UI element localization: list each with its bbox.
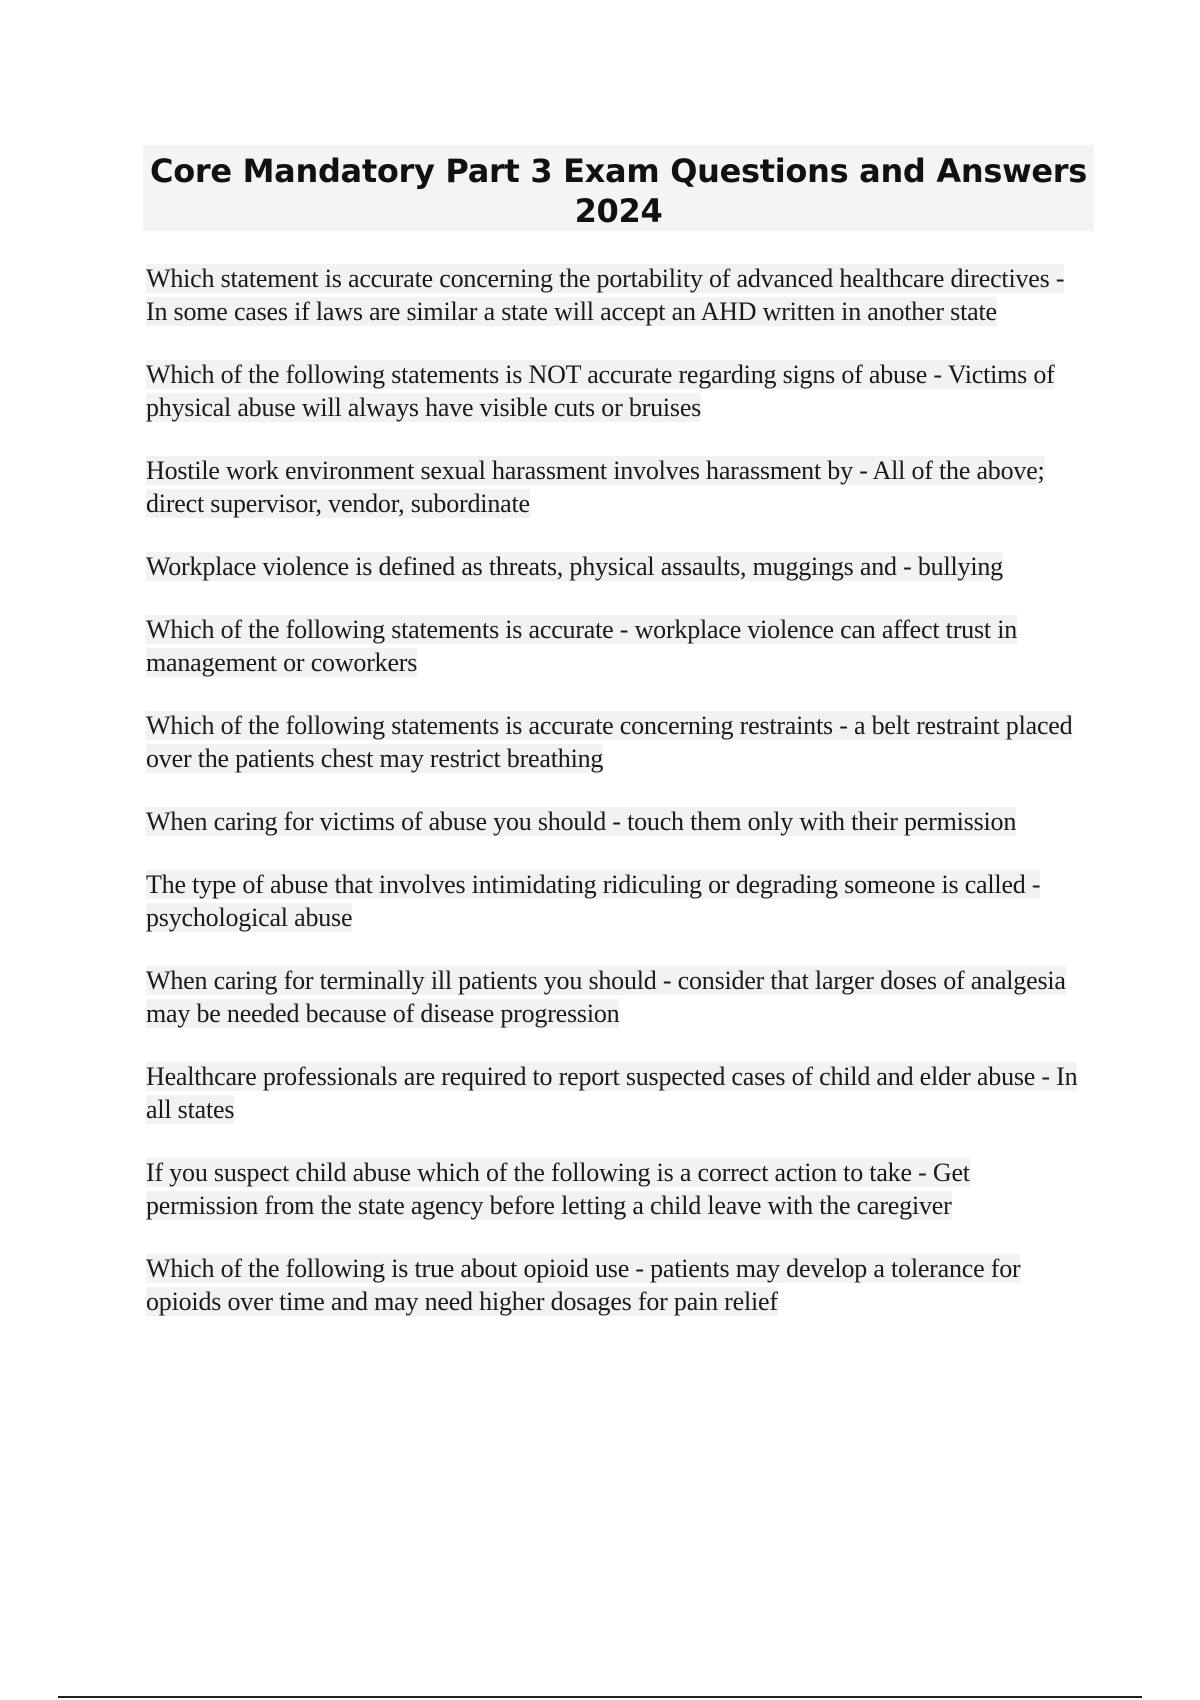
- question-answer-list: [146, 262, 1086, 1348]
- document-title: Core Mandatory Part 3 Exam Questions and Answers 2024: [150, 152, 1087, 230]
- qa-item-6: Which of the following statements is accurate concerning restraints - a belt restraint placed over the patients chest may restrict breathing: [146, 711, 1073, 773]
- qa-item-5: Which of the following statements is accurate - workplace violence can affect trust in management or coworkers: [146, 615, 1018, 677]
- qa-item-4: Workplace violence is defined as threats, physical assaults, muggings and - bullying: [146, 552, 1003, 581]
- qa-item-1: Which statement is accurate concerning the portability of advanced healthcare directives - In some cases if laws are similar a state will accept an AHD written in another state: [146, 264, 1065, 326]
- qa-item-9: When caring for terminally ill patients you should - consider that larger doses of analgesia may be needed because of disease progression: [146, 966, 1066, 1028]
- title-banner: [143, 145, 1094, 231]
- qa-item-8: The type of abuse that involves intimidating ridiculing or degrading someone is called - psychological abuse: [146, 870, 1041, 932]
- qa-item-2: Which of the following statements is NOT accurate regarding signs of abuse - Victims of physical abuse will always have visible cuts or bruises: [146, 360, 1055, 422]
- qa-item-12: Which of the following is true about opioid use - patients may develop a tolerance for opioids over time and may need higher dosages for pain relief: [146, 1254, 1021, 1316]
- qa-item-7: When caring for victims of abuse you should - touch them only with their permission: [146, 807, 1017, 836]
- qa-item-11: If you suspect child abuse which of the following is a correct action to take - Get permission from the state agency before letting a child leave with the caregiver: [146, 1158, 970, 1220]
- qa-item-3: Hostile work environment sexual harassment involves harassment by - All of the above; direct supervisor, vendor, subordinate: [146, 456, 1045, 518]
- bottom-divider: [58, 1696, 1142, 1698]
- qa-item-10: Healthcare professionals are required to report suspected cases of child and elder abuse - In all states: [146, 1062, 1078, 1124]
